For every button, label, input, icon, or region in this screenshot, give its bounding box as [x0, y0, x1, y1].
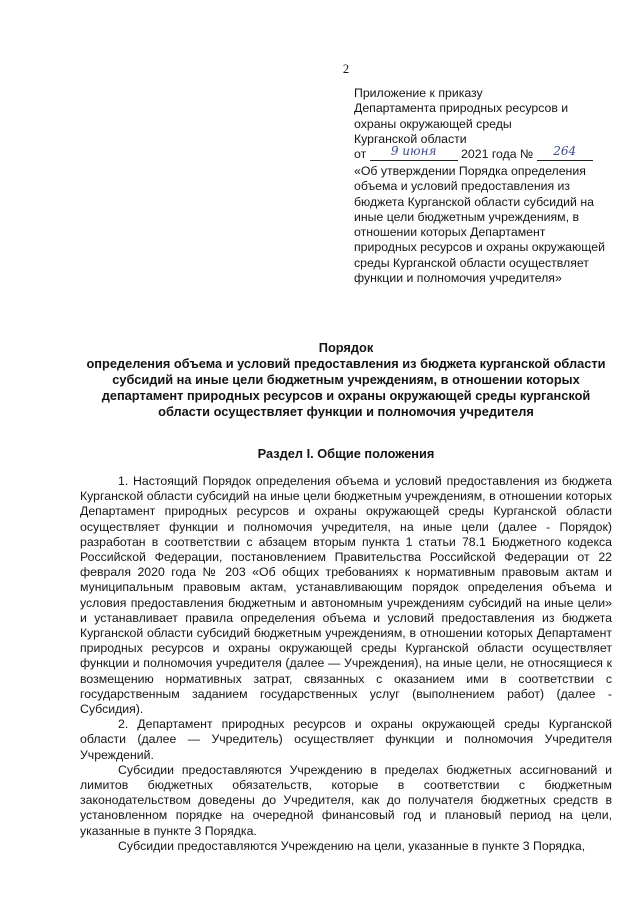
- appendix-line: Приложение к приказу: [354, 86, 483, 100]
- handwritten-number: 264: [553, 144, 577, 159]
- section-heading: Раздел I. Общие положения: [257, 446, 435, 461]
- paragraph: 2. Департамент природных ресурсов и охраны окружающей среды Курганской области (далее — Учредитель) осуществляет функции и полномочия Учредителя Учреждений.: [80, 717, 612, 762]
- title-line: Порядок: [318, 340, 374, 355]
- order-date-row: [354, 144, 610, 162]
- date-prefix: от: [354, 147, 367, 162]
- date-blank: [370, 144, 458, 161]
- page-number: 2: [342, 62, 350, 76]
- appendix-line: Курганской области: [354, 131, 467, 146]
- paragraph: 1. Настоящий Порядок определения объема и условий предоставления из бюджета Курганской области субсидий на иные цели бюджетным учреждениям, в отношении которых Департамент природных ресурсов и охраны окружающей среды Курганской области осуществляет функции и полномочия учредителя, на иные цели (далее - Порядок) разработан в соответствии с абзацем вторым пункта 1 статьи 78.1 Бюджетного кодекса Российской Федерации, постановлением Правительства Российской Федерации от 22 февраля 2020 года № 203 «Об общих требованиях к нормативным правовым актам и муниципальным правовым актам, устанавливающим порядок определения объема и условия предоставления бюджетным и автономным учреждениям субсидий на иные цели» и устанавливает правила определения объема и условий предоставления из бюджета Курганской области субсидий бюджетным учреждениям, в отношении которых Департамент природных ресурсов и охраны окружающей среды Курганской области осуществляет функции и полномочия учредителя (далее — Учреждения), на иные цели, не относящиеся к возмещению нормативных затрат, связанных с оказанием ими в соответствии с государственным заданием государственных услуг (выполнением работ) (далее - Субсидия).: [80, 474, 612, 717]
- body-text: [80, 474, 612, 854]
- appendix-line: охраны окружающей среды: [354, 116, 512, 131]
- appendix-block: [354, 86, 610, 162]
- date-suffix: 2021 года №: [461, 147, 534, 162]
- document-title: [80, 340, 612, 420]
- paragraph: Субсидии предоставляются Учреждению в пределах бюджетных ассигнований и лимитов бюджетных обязательств, которые в соответствии с бюджетным законодательством доведены до Учредителя, как до получателя бюджетных средств в установленном порядке на очередной финансовый год и плановый период на цели, указанные в пункте 3 Порядка.: [80, 762, 612, 838]
- handwritten-date: 9 июня: [390, 144, 437, 159]
- paragraph: Субсидии предоставляются Учреждению на цели, указанные в пункте 3 Порядка,: [118, 838, 586, 853]
- appendix-line: Департамента природных ресурсов и: [354, 101, 569, 116]
- title-subline: определения объема и условий предоставления из бюджета курганской области субсидий на иные цели бюджетным учреждениям, в отношении которых департамент природных ресурсов и охраны окружающей среды курганской области осуществляет функции и полномочия учредителя: [86, 356, 606, 419]
- number-blank: [537, 144, 593, 161]
- decree-title: «Об утверждении Порядка определения объема и условий предоставления из бюджета Курганской области субсидий на иные цели бюджетным учреждениям, в отношении которых Департамент природных ресурсов и охраны окружающей среды Курганской области осуществляет функции и полномочия учредителя»: [354, 164, 605, 286]
